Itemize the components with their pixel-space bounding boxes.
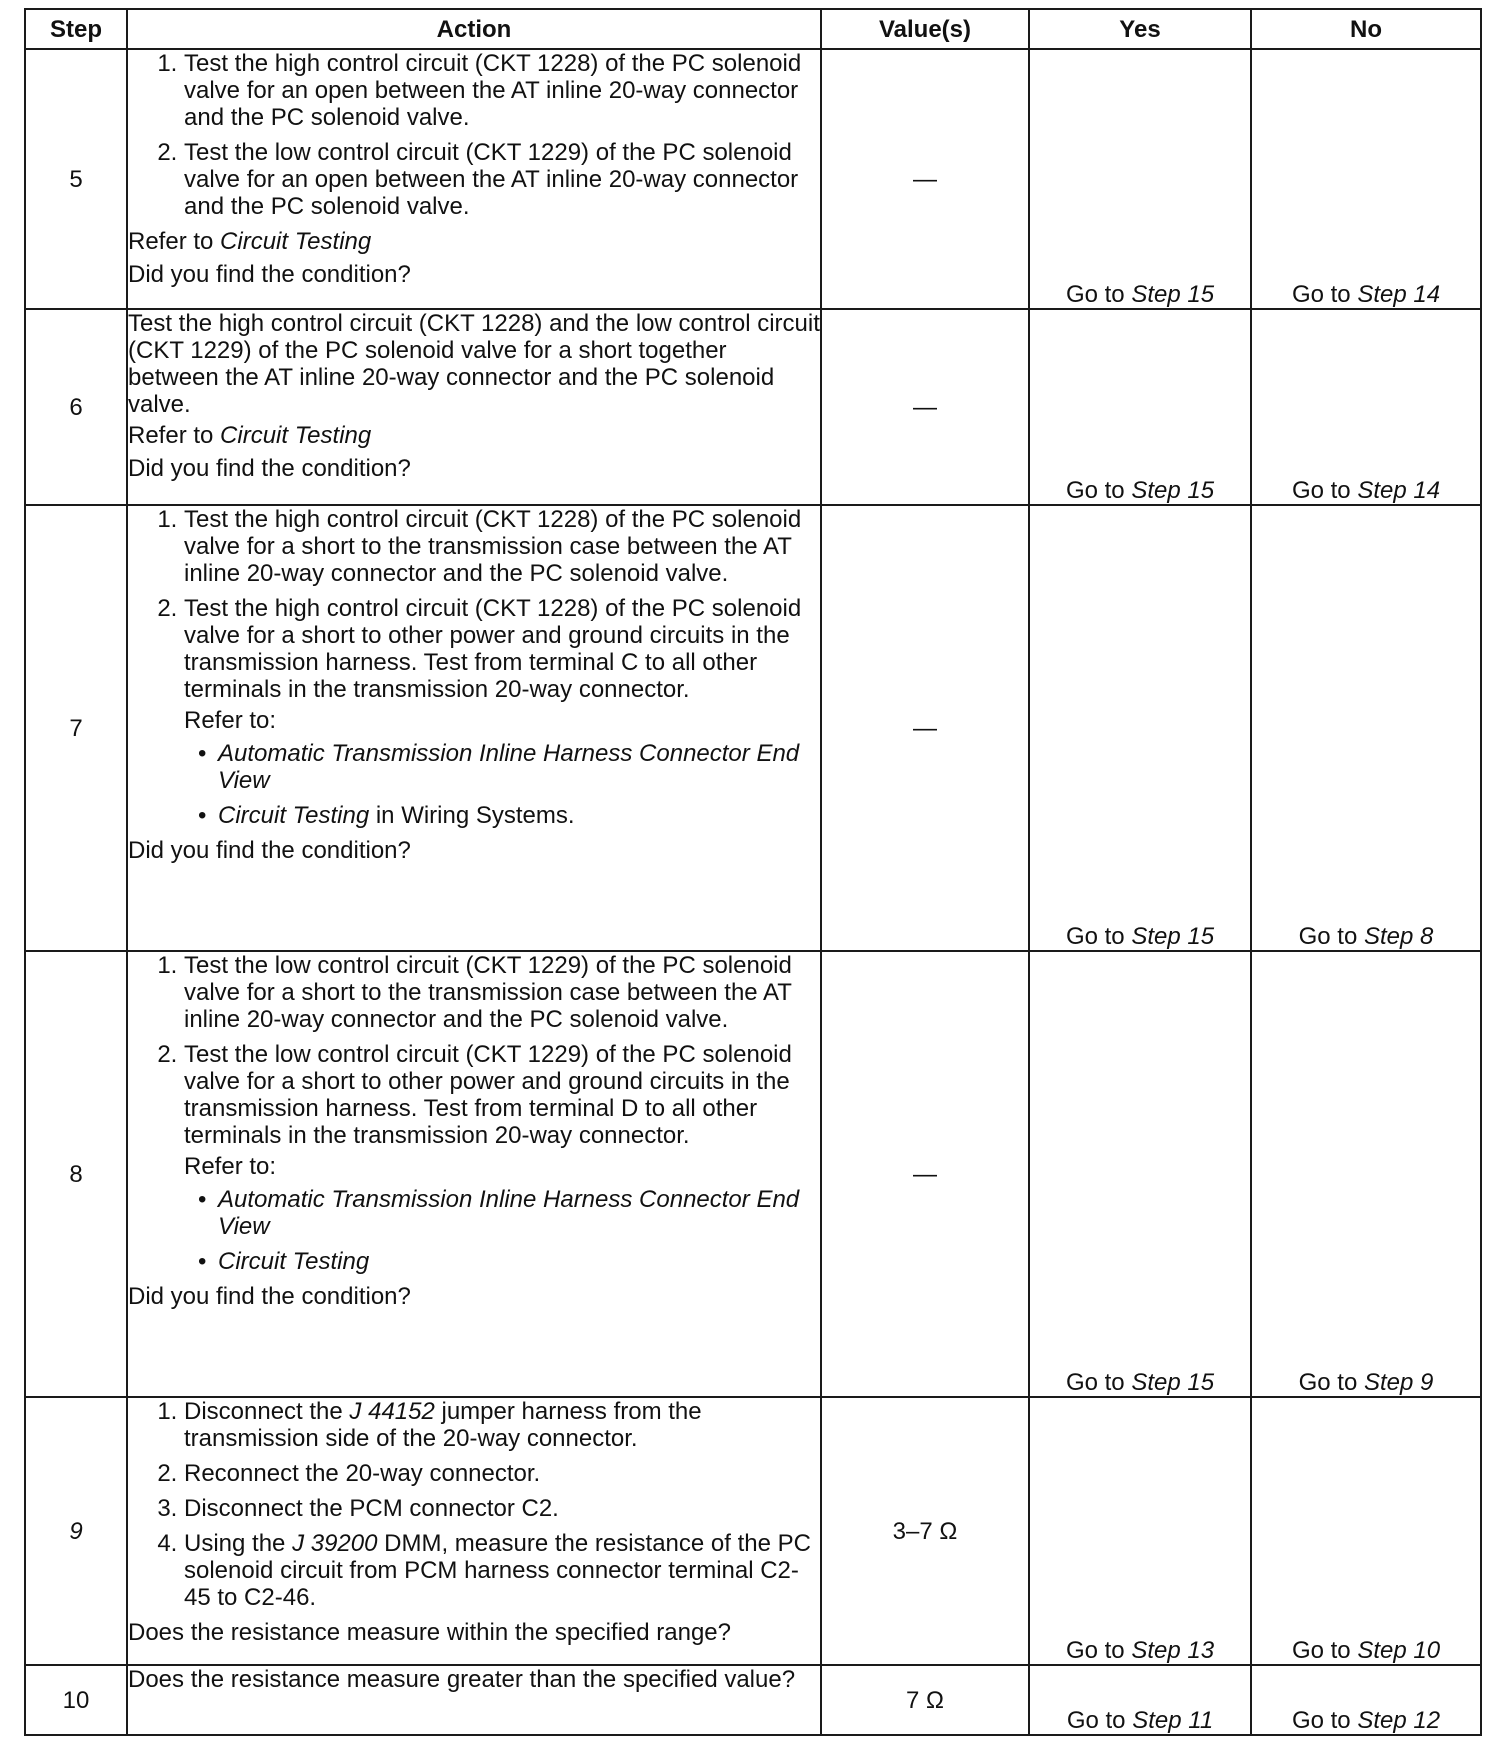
header-action: Action: [127, 9, 821, 49]
no-step-link[interactable]: Step 8: [1363, 923, 1434, 950]
step-number: 9: [25, 1397, 127, 1665]
action-cell: [127, 1665, 821, 1735]
refer-prefix: Refer to: [128, 228, 214, 255]
refer-link[interactable]: Circuit Testing: [220, 422, 372, 449]
step-number: 7: [25, 505, 127, 951]
step-number: 8: [25, 951, 127, 1397]
table-row-step-8: [25, 951, 1481, 1397]
reference-link[interactable]: Circuit Testing: [218, 802, 370, 829]
yes-cell: Go to Step 11: [1029, 1665, 1251, 1735]
yes-step-link[interactable]: Step 15: [1131, 923, 1215, 950]
action-list: [128, 50, 820, 220]
header-no: No: [1251, 9, 1481, 49]
tool-reference: J 39200: [292, 1530, 378, 1557]
action-item: 2. Test the high control circuit (CKT 1228) of the PC solenoid valve for a short to other power and ground circuits in the transmission harness. Test from terminal C to all other terminals in the transmission 20-way connector. Refer to: • Automatic Transmission Inline Harness Connector End View • Circuit Testing in Wiring Systems.: [184, 595, 820, 829]
tool-reference: J 44152: [349, 1398, 435, 1425]
value-cell: —: [821, 49, 1029, 309]
action-item: 2. Reconnect the 20-way connector.: [184, 1460, 820, 1487]
yes-cell: Go to Step 15: [1029, 505, 1251, 951]
yes-cell: Go to Step 15: [1029, 309, 1251, 505]
reference-list: [184, 1186, 820, 1275]
refer-line: [128, 228, 820, 255]
no-cell: Go to Step 12: [1251, 1665, 1481, 1735]
action-cell: [127, 505, 821, 951]
reference-link[interactable]: Automatic Transmission Inline Harness Connector End View: [218, 1186, 800, 1240]
action-item: 1. Test the high control circuit (CKT 1228) of the PC solenoid valve for a short to the transmission case between the AT inline 20-way connector and the PC solenoid valve.: [184, 506, 820, 587]
step-number: 5: [25, 49, 127, 309]
value-cell: —: [821, 505, 1029, 951]
action-item: 2. Test the low control circuit (CKT 1229) of the PC solenoid valve for a short to other power and ground circuits in the transmission harness. Test from terminal D to all other terminals in the transmission 20-way connector. Refer to: • Automatic Transmission Inline Harness Connector End View • Circuit Testing: [184, 1041, 820, 1275]
value-cell: 3–7 Ω: [821, 1397, 1029, 1665]
header-row: [25, 9, 1481, 49]
no-step-link[interactable]: Step 9: [1363, 1369, 1434, 1396]
yes-step-link[interactable]: Step 15: [1131, 281, 1215, 308]
question: Did you find the condition?: [128, 261, 411, 288]
question: Did you find the condition?: [128, 837, 411, 864]
yes-step-link[interactable]: Step 15: [1131, 1369, 1215, 1396]
question: Did you find the condition?: [128, 455, 411, 482]
yes-cell: Go to Step 15: [1029, 49, 1251, 309]
action-item: 1. Test the low control circuit (CKT 1229) of the PC solenoid valve for a short to the transmission case between the AT inline 20-way connector and the PC solenoid valve.: [184, 952, 820, 1033]
refer-line: [128, 422, 820, 449]
no-step-link[interactable]: Step 10: [1357, 1637, 1441, 1664]
question: Does the resistance measure greater than the specified value?: [128, 1666, 796, 1693]
reference-item: [218, 740, 820, 794]
table-row-step-6: [25, 309, 1481, 505]
value-cell: —: [821, 309, 1029, 505]
action-item: 1. Disconnect the J 44152 jumper harness from the transmission side of the 20-way connector.: [184, 1398, 820, 1452]
reference-link[interactable]: Automatic Transmission Inline Harness Connector End View: [218, 740, 800, 794]
diagnostic-table: [24, 8, 1482, 1736]
value-cell: 7 Ω: [821, 1665, 1029, 1735]
no-step-link[interactable]: Step 14: [1357, 477, 1441, 504]
step-number: 6: [25, 309, 127, 505]
reference-item: [218, 1186, 820, 1240]
reference-list: [184, 740, 820, 829]
header-yes: Yes: [1029, 9, 1251, 49]
table-row-step-5: [25, 49, 1481, 309]
action-list: [128, 506, 820, 829]
no-cell: Go to Step 9: [1251, 951, 1481, 1397]
header-step: Step: [25, 9, 127, 49]
table-row-step-9: [25, 1397, 1481, 1665]
action-cell: [127, 309, 821, 505]
action-item: 1. Test the high control circuit (CKT 1228) of the PC solenoid valve for an open between the AT inline 20-way connector and the PC solenoid valve.: [184, 50, 820, 131]
step-number: 10: [25, 1665, 127, 1735]
refer-prefix: Refer to: [128, 422, 214, 449]
action-item: 4. Using the J 39200 DMM, measure the resistance of the PC solenoid circuit from PCM harness connector terminal C2-45 to C2-46.: [184, 1530, 820, 1611]
yes-cell: Go to Step 13: [1029, 1397, 1251, 1665]
action-cell: [127, 951, 821, 1397]
yes-step-link[interactable]: Step 13: [1131, 1637, 1215, 1664]
reference-item: • Circuit Testing in Wiring Systems.: [218, 802, 820, 829]
question: Does the resistance measure within the specified range?: [128, 1619, 731, 1646]
action-item: 2. Test the low control circuit (CKT 1229) of the PC solenoid valve for an open between the AT inline 20-way connector and the PC solenoid valve.: [184, 139, 820, 220]
table-row-step-7: [25, 505, 1481, 951]
yes-step-link[interactable]: Step 15: [1131, 477, 1215, 504]
reference-item: [218, 1248, 820, 1275]
no-cell: Go to Step 8: [1251, 505, 1481, 951]
action-item: 3. Disconnect the PCM connector C2.: [184, 1495, 820, 1522]
yes-cell: Go to Step 15: [1029, 951, 1251, 1397]
no-cell: Go to Step 10: [1251, 1397, 1481, 1665]
no-cell: Go to Step 14: [1251, 49, 1481, 309]
reference-link[interactable]: Circuit Testing: [218, 1248, 370, 1275]
no-step-link[interactable]: Step 12: [1357, 1707, 1441, 1734]
refer-link[interactable]: Circuit Testing: [220, 228, 372, 255]
value-cell: —: [821, 951, 1029, 1397]
action-list: [128, 952, 820, 1275]
action-list: [128, 1398, 820, 1611]
no-step-link[interactable]: Step 14: [1357, 281, 1441, 308]
action-cell: [127, 1397, 821, 1665]
header-values: Value(s): [821, 9, 1029, 49]
yes-step-link[interactable]: Step 11: [1132, 1707, 1214, 1734]
table-row-step-10: [25, 1665, 1481, 1735]
action-cell: [127, 49, 821, 309]
action-text: Test the high control circuit (CKT 1228) and the low control circuit (CKT 1229) of the PC solenoid valve for a short together between the AT inline 20-way connector and the PC solenoid valve.: [128, 310, 820, 418]
refer-label: Refer to:: [184, 1153, 277, 1180]
refer-label: Refer to:: [184, 707, 277, 734]
no-cell: Go to Step 14: [1251, 309, 1481, 505]
question: Did you find the condition?: [128, 1283, 411, 1310]
